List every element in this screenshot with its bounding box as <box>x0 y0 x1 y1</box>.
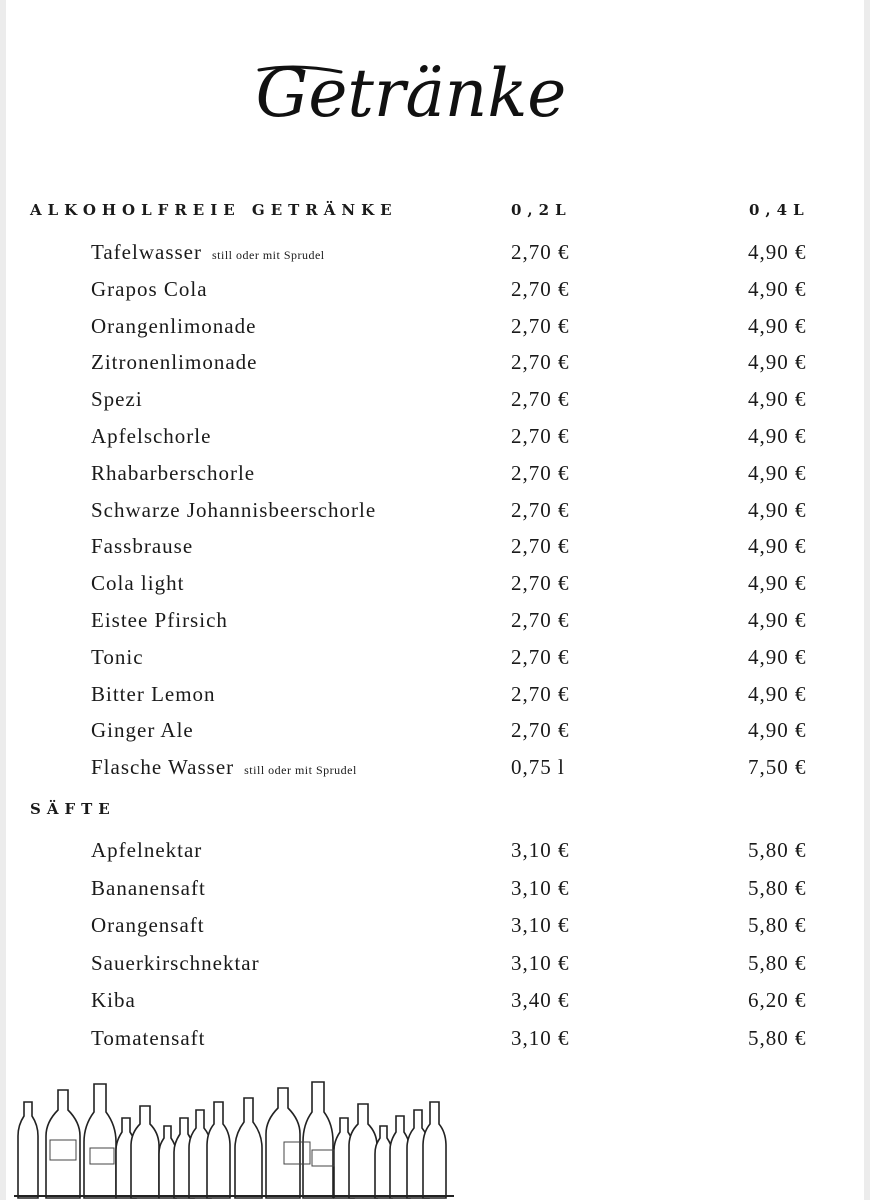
item-price-large: 5,80 € <box>748 875 807 900</box>
item-price-small: 2,70 € <box>511 350 570 375</box>
item-price-large: 6,20 € <box>748 988 807 1012</box>
item-name-text: Orangenlimonade <box>91 313 257 338</box>
menu-item <box>6 240 864 270</box>
item-note: still oder mit Sprudel <box>211 248 325 262</box>
item-price-small: 2,70 € <box>511 460 570 485</box>
item-price-large: 4,90 € <box>748 460 807 485</box>
item-name-text: Apfelschorle <box>91 424 212 448</box>
item-name-text: Bananensaft <box>91 875 206 900</box>
item-name-text: Flasche Wasser <box>91 755 235 780</box>
title-text: Getränke <box>255 55 567 132</box>
item-price-small: 3,10 € <box>511 1025 570 1050</box>
menu-item <box>6 498 864 528</box>
item-name <box>91 240 325 265</box>
item-name <box>91 350 257 375</box>
item-name <box>91 913 205 938</box>
item-price-small: 2,70 € <box>511 424 570 448</box>
page-title-script <box>251 24 571 164</box>
item-price-small: 3,40 € <box>511 988 570 1012</box>
column-heading-02l: 0,2L <box>511 201 572 219</box>
item-name <box>91 988 136 1013</box>
item-price-large: 4,90 € <box>748 240 807 264</box>
item-name <box>91 424 211 449</box>
item-price-large: 4,90 € <box>748 276 807 301</box>
menu-item <box>6 988 864 1018</box>
item-price-small: 2,70 € <box>511 313 570 338</box>
item-note: still oder mit Sprudel <box>244 763 357 778</box>
menu-item <box>6 314 864 344</box>
item-price-small: 2,70 € <box>511 681 570 706</box>
item-name <box>91 608 228 633</box>
menu-item <box>6 838 864 868</box>
item-price-large: 7,50 € <box>748 755 807 780</box>
menu-item <box>6 645 864 675</box>
menu-item <box>6 913 864 943</box>
item-price-small: 2,70 € <box>511 240 570 264</box>
item-price-small: 2,70 € <box>511 276 570 301</box>
item-name-text: Grapos Cola <box>91 276 208 301</box>
item-price-large: 4,90 € <box>748 644 807 669</box>
item-price-large: 4,90 € <box>748 718 807 743</box>
item-price-small: 2,70 € <box>511 534 570 559</box>
item-price-small: 2,70 € <box>511 644 570 669</box>
item-name <box>91 718 194 743</box>
item-price-small: 0,75 l <box>511 755 565 780</box>
item-name-text: Ginger Ale <box>91 718 194 743</box>
menu-item <box>6 571 864 601</box>
item-price-small: 3,10 € <box>511 950 570 975</box>
section-heading-saefte: SÄFTE <box>30 800 116 818</box>
menu-item <box>6 951 864 981</box>
item-price-small: 2,70 € <box>511 571 570 596</box>
item-name-text: Cola light <box>91 571 185 596</box>
bottles-illustration <box>14 1078 454 1200</box>
menu-item <box>6 608 864 638</box>
menu-item <box>6 461 864 491</box>
item-name-text: Spezi <box>91 387 143 412</box>
menu-item <box>6 350 864 380</box>
item-name <box>91 534 193 559</box>
item-price-large: 4,90 € <box>748 350 807 375</box>
item-name <box>91 838 202 863</box>
item-name-text: Apfelnektar <box>91 838 203 862</box>
menu-item <box>6 277 864 307</box>
item-price-large: 4,90 € <box>748 534 807 559</box>
menu-item <box>6 387 864 417</box>
menu-item <box>6 682 864 712</box>
item-name <box>91 277 208 302</box>
menu-page <box>6 0 864 1200</box>
item-name-text: Bitter Lemon <box>91 681 216 706</box>
item-price-large: 5,80 € <box>748 913 807 937</box>
item-name <box>91 755 357 780</box>
item-name-text: Tonic <box>91 644 144 669</box>
item-name <box>91 1026 206 1051</box>
item-name-text: Schwarze Johannisbeerschorle <box>91 497 377 522</box>
menu-item <box>6 718 864 748</box>
item-name-text: Sauerkirschnektar <box>91 950 260 975</box>
item-price-large: 4,90 € <box>748 497 807 522</box>
item-name <box>91 951 260 976</box>
section-heading-alkoholfrei: ALKOHOLFREIE GETRÄNKE <box>30 201 398 219</box>
item-name <box>91 314 256 339</box>
item-name <box>91 498 376 523</box>
item-price-large: 5,80 € <box>748 950 807 975</box>
item-price-large: 4,90 € <box>748 424 807 448</box>
item-price-small: 2,70 € <box>511 387 570 412</box>
menu-item <box>6 1026 864 1056</box>
item-name-text: Fassbrause <box>91 534 194 559</box>
item-name-text: Zitronenlimonade <box>91 350 258 375</box>
menu-item <box>6 424 864 454</box>
item-name-text: Orangensaft <box>91 913 205 937</box>
item-price-small: 3,10 € <box>511 838 570 862</box>
menu-item <box>6 755 864 785</box>
item-price-large: 5,80 € <box>748 1025 807 1050</box>
item-price-small: 3,10 € <box>511 875 570 900</box>
item-price-small: 2,70 € <box>511 608 570 632</box>
item-price-large: 5,80 € <box>748 838 807 862</box>
item-name <box>91 645 144 670</box>
item-price-small: 3,10 € <box>511 913 570 937</box>
item-name <box>91 876 206 901</box>
column-heading-04l: 0,4L <box>749 201 810 219</box>
item-name <box>91 387 143 412</box>
item-name <box>91 571 184 596</box>
item-name-text: Rhabarberschorle <box>91 460 256 485</box>
item-price-large: 4,90 € <box>748 571 807 596</box>
item-name <box>91 682 216 707</box>
item-name-text: Kiba <box>91 988 136 1012</box>
item-name-text: Tafelwasser <box>91 240 202 264</box>
menu-item <box>6 876 864 906</box>
item-price-small: 2,70 € <box>511 497 570 522</box>
item-price-large: 4,90 € <box>748 608 807 632</box>
item-name-text: Tomatensaft <box>91 1025 206 1050</box>
item-price-large: 4,90 € <box>748 313 807 338</box>
menu-item <box>6 534 864 564</box>
item-price-large: 4,90 € <box>748 681 807 706</box>
item-name-text: Eistee Pfirsich <box>91 608 228 632</box>
item-price-large: 4,90 € <box>748 387 807 412</box>
item-price-small: 2,70 € <box>511 718 570 743</box>
item-name <box>91 461 255 486</box>
page-title <box>251 24 571 164</box>
